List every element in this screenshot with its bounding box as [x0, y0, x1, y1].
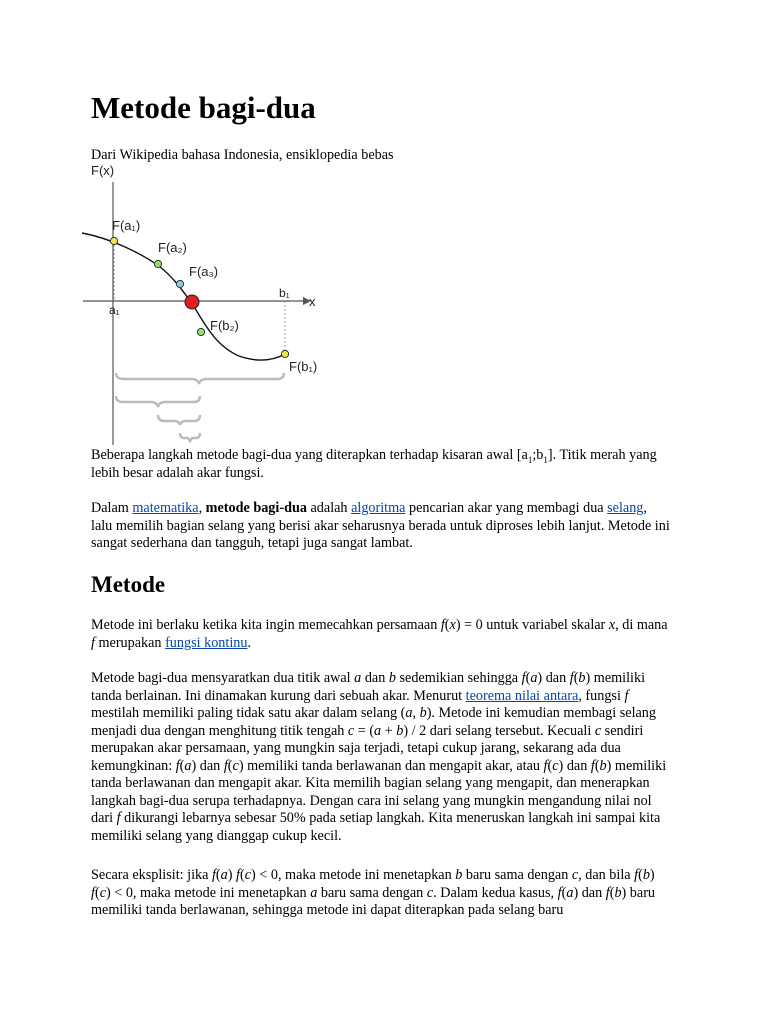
point-fa1 — [110, 237, 117, 244]
root-point — [185, 295, 199, 309]
interval-brace-1 — [116, 373, 284, 384]
link-selang[interactable]: selang — [607, 500, 644, 516]
point-fb2 — [197, 328, 204, 335]
interval-brace-2 — [116, 396, 200, 407]
bisection-figure — [79, 160, 339, 450]
method-paragraph-2: Metode bagi-dua mensyaratkan dua titik awal a dan b sedemikian sehingga f(a) dan f(b) memiliki tanda berlainan. Ini dinamakan kurung dari sebuah akar. Menurut teorema nilai antara, fungsi f mestilah memiliki paling tidak satu akar dalam selang (a, b). Metode ini kemudian membagi selang menjadi dua dengan menghitung titik tengah c = (a + b) / 2 dari selang tersebut. Kecuali c sendiri merupakan akar persamaan, yang mungkin saja terjadi, tetapi cukup jarang, sekarang ada dua kemungkinan: f(a) dan f(c) memiliki tanda berlawanan dan mengapit akar, atau f(c) dan f(b) memiliki tanda berlawanan dan mengapit akar. Kita memilih bagian selang yang mengapit, dan menerapkan langkah bagi-dua serupa terhadapnya. Dengan cara ini selang yang mungkin mengandung nilai nol dari f dikurangi lebarnya sebesar 50% pada setiap langkah. Kita meneruskan langkah ini sampai kita memiliki selang yang dianggap cukup kecil. — [91, 670, 667, 844]
method-paragraph-3: Secara eksplisit: jika f(a) f(c) < 0, maka metode ini menetapkan b baru sama dengan c, dan bila f(b) f(c) < 0, maka metode ini menetapkan a baru sama dengan c. Dalam kedua kasus, f(a) dan f(b) baru memiliki tanda berlawanan, sehingga metode ini dapat diterapkan pada selang baru — [91, 867, 656, 918]
method-paragraph-1: Metode ini berlaku ketika kita ingin memecahkan persamaan f(x) = 0 untuk variabel skalar x, di mana f merupakan fungsi kontinu. — [91, 617, 668, 651]
site-tagline: Dari Wikipedia bahasa Indonesia, ensiklopedia bebas — [91, 147, 394, 163]
label-fa2: F(a₂) — [158, 240, 187, 255]
bisection-diagram — [79, 160, 339, 450]
label-fb2: F(b₂) — [210, 318, 239, 333]
a1-label: a₁ — [109, 303, 120, 317]
link-matematika[interactable]: matematika — [132, 500, 199, 516]
point-fb1 — [281, 350, 288, 357]
intro-paragraph: Dalam matematika, metode bagi-dua adalah algoritma pencarian akar yang membagi dua selang, lalu memilih bagian selang yang berisi akar seharusnya berada untuk diproses lebih lanjut. Metode ini sangat sederhana dan tangguh, tetapi juga sangat lambat. — [91, 500, 670, 551]
x-axis-label: x — [309, 294, 316, 309]
bold-term: metode bagi-dua — [205, 500, 307, 516]
b1-label: b₁ — [279, 286, 290, 300]
y-axis-label: F(x) — [91, 163, 115, 178]
figure-caption: Beberapa langkah metode bagi-dua yang diterapkan terhadap kisaran awal $[a_1;b_1]$. Titik merah yang lebih besar adalah akar fungsi. — [91, 447, 657, 481]
section-heading-metode: Metode — [91, 572, 166, 597]
label-fb1: F(b₁) — [289, 359, 318, 374]
link-algoritma[interactable]: algoritma — [351, 500, 406, 516]
link-teorema-nilai-antara[interactable]: teorema nilai antara — [465, 687, 579, 704]
page-title: Metode bagi-dua — [91, 90, 316, 125]
link-fungsi-kontinu[interactable]: fungsi kontinu — [165, 634, 248, 651]
interval-brace-4 — [180, 433, 200, 442]
interval-brace-3 — [158, 415, 200, 425]
point-fa2 — [154, 260, 161, 267]
point-fa3 — [176, 280, 183, 287]
label-fa1: F(a₁) — [112, 218, 141, 233]
label-fa3: F(a₃) — [189, 264, 219, 279]
